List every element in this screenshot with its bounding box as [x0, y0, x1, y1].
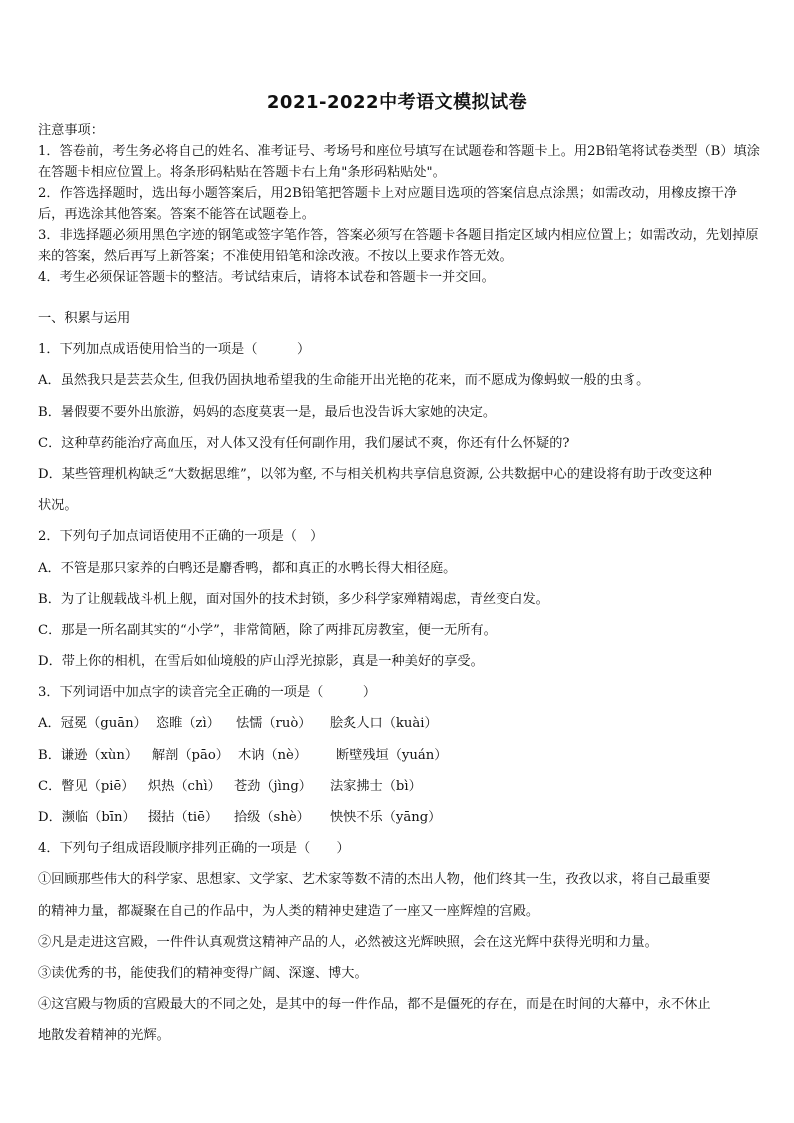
question-3-option-b	[38, 740, 760, 771]
questions-section	[38, 303, 760, 1052]
question-2-option-c: C．那是一所名副其实的“小学”，非常简陋，除了两排瓦房教室，便一无所有。	[38, 622, 497, 638]
question-4-stem: 4．下列句子组成语段顺序排列正确的一项是（ ）	[38, 841, 350, 857]
section-heading: 一、积累与运用	[38, 311, 131, 326]
question-4-sentence-4: ④这宫殿与物质的宫殿最大的不同之处，是其中的每一件作品，都不是僵死的存在，而是在时间的大幕中，永不休止	[38, 997, 711, 1013]
question-4-sentence-1: ①回顾那些伟大的科学家、思想家、文学家、艺术家等数不清的杰出人物，他们终其一生，孜孜以求，将自己最重要	[38, 872, 711, 888]
question-1-stem: 1．下列加点成语使用恰当的一项是（ ）	[38, 342, 311, 358]
option-term: 脍炙人口（kuài）	[330, 716, 438, 732]
option-term: 法家拂士（bì）	[330, 778, 422, 794]
option-term: 苍劲（jìng）	[234, 778, 312, 794]
notice-item: 1．答卷前，考生务必将自己的姓名、准考证号、考场号和座位号填写在试题卷和答题卡上。用2B铅笔将试卷类型（B）填涂在答题卡相应位置上。将条形码粘贴在答题卡右上角"条形码粘贴处"。	[38, 144, 760, 180]
question-1-option-c: C．这种草药能治疗高血压，对人体又没有任何副作用，我们屡试不爽，你还有什么怀疑的?	[38, 435, 570, 451]
option-term: 恣睢（zì）	[156, 716, 220, 732]
question-4-sentence-2: ②凡是走进这宫殿，一件件认真观赏这精神产品的人，必然被这光辉映照，会在这光辉中获得光明和力量。	[38, 934, 658, 950]
option-term: 拾级（shè）	[234, 810, 310, 825]
option-term: 怯懦（ruò）	[236, 716, 312, 732]
option-term: 掇拈（tiē）	[148, 810, 219, 825]
question-4-sentence-4-cont: 地散发着精神的光辉。	[38, 1028, 170, 1044]
notice-item: 3．非选择题必须用黑色字迹的钢笔或签字笔作答，答案必须写在答题卡各题目指定区域内相应位置上；如需改动，先划掉原来的答案，然后再写上新答案；不准使用铅笔和涂改液。不按以上要求作答无效。	[38, 228, 759, 264]
question-2-option-a: A．不管是那只家养的白鸭还是麝香鸭，都和真正的水鸭长得大相径庭。	[38, 560, 457, 576]
question-3-option-a	[38, 708, 760, 739]
notice-item: 4．考生必须保证答题卡的整洁。考试结束后，请将本试卷和答题卡一并交回。	[38, 270, 495, 285]
question-2-option-b: B．为了让舰载战斗机上舰，面对国外的技术封锁，多少科学家殚精竭虑，青丝变白发。	[38, 591, 549, 607]
option-term: C．瞥见（piē）	[38, 778, 135, 794]
option-term: D．濒临（bīn）	[38, 810, 136, 825]
page-title: 2021-2022中考语文模拟试卷	[266, 92, 528, 113]
option-term: B．谦逊（xùn）	[38, 747, 139, 763]
question-4-sentence-1-cont: 的精神力量，都凝聚在自己的作品中，为人类的精神史建造了一座又一座辉煌的宫殿。	[38, 903, 540, 919]
question-3-stem: 3．下列词语中加点字的读音完全正确的一项是（ ）	[38, 685, 377, 701]
notice-section	[38, 120, 760, 288]
question-1-option-a: A．虽然我只是芸芸众生, 但我仍固执地希望我的生命能开出光艳的花来，而不愿成为像蚂蚁一般的虫豸。	[38, 373, 650, 389]
question-1-option-b: B．暑假要不要外出旅游，妈妈的态度莫衷一是，最后也没告诉大家她的决定。	[38, 404, 497, 420]
question-2-stem: 2．下列句子加点词语使用不正确的一项是（ ）	[38, 529, 324, 545]
question-1-option-d-cont: 状况。	[38, 498, 78, 514]
question-4-sentence-3: ③读优秀的书，能使我们的精神变得广阔、深邃、博大。	[38, 965, 368, 981]
option-term: 炽热（chì）	[148, 778, 221, 794]
question-1-option-d: D．某些管理机构缺乏“大数据思维”，以邻为壑, 不与相关机构共享信息资源, 公共数据中心的建设将有助于改变这种	[38, 466, 712, 482]
option-term: 木讷（nè）	[238, 747, 308, 763]
notice-heading: 注意事项：	[38, 123, 104, 138]
notice-item: 2．作答选择题时，选出每小题答案后，用2B铅笔把答题卡上对应题目选项的答案信息点涂黑；如需改动，用橡皮擦干净后，再选涂其他答案。答案不能答在试题卷上。	[38, 186, 738, 222]
option-term: A．冠冕（guān）	[38, 716, 147, 732]
option-term: 怏怏不乐（yāng）	[330, 810, 442, 825]
question-3-option-d	[38, 802, 760, 833]
question-2-option-d: D．带上你的相机，在雪后如仙境般的庐山浮光掠影，真是一种美好的享受。	[38, 654, 484, 670]
option-term: 断壁残垣（yuán）	[336, 747, 448, 763]
question-3-option-c	[38, 771, 760, 802]
option-term: 解剖（pāo）	[152, 747, 229, 763]
